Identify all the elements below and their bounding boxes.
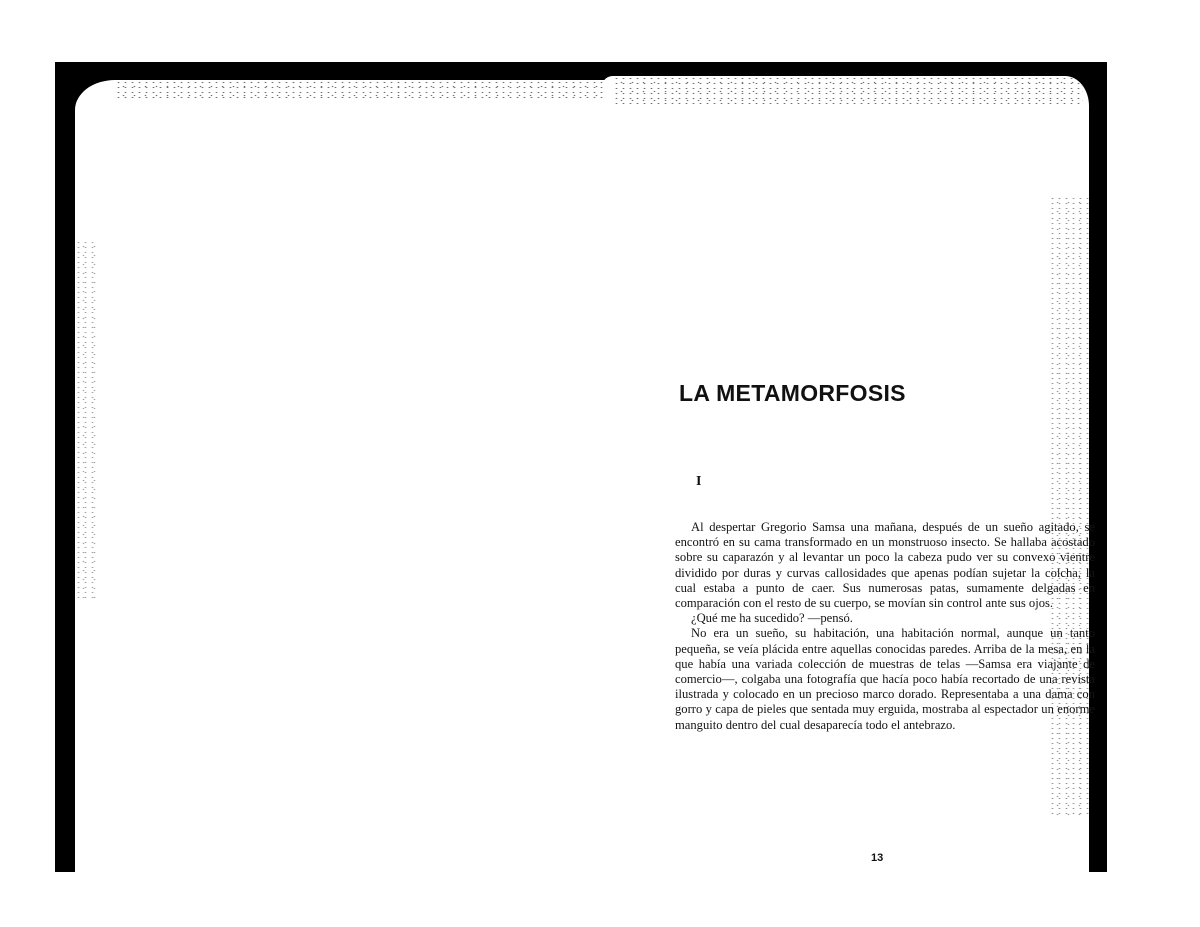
- paragraph: Al despertar Gregorio Samsa una mañana, después de un sueño agitado, se encontró en su cama transformado en un monstruoso insecto. Se hallaba acostado sobre su caparazón y al levantar un poco la cabeza pudo ver su convexo vientre dividido por duras y curvas callosidades que apenas podían sujetar la colcha, la cual estaba a punto de caer. Sus numerosas patas, sumamente delgadas en comparación con el resto de su cuerpo, se movían sin control ante sus ojos.: [675, 520, 1095, 611]
- scan-noise: [115, 80, 615, 102]
- book-title: LA METAMORFOSIS: [679, 380, 906, 406]
- scan-noise: [75, 240, 97, 600]
- body-text: [675, 520, 1095, 733]
- scan-noise: [613, 76, 1083, 104]
- paragraph: ¿Qué me ha sucedido? —pensó.: [691, 611, 853, 626]
- page-number: 13: [871, 852, 884, 864]
- left-page-blank: [75, 80, 635, 872]
- chapter-number: I: [696, 474, 702, 489]
- scanned-book-spread: [55, 62, 1107, 872]
- paragraph: No era un sueño, su habitación, una habitación normal, aunque un tanto pequeña, se veía plácida entre aquellas conocidas paredes. Arriba de la mesa, en la que había una variada colección de muestras de telas —Samsa era viajante de comercio—, colgaba una fotografía que hacía poco había recortado de una revista ilustrada y colocado en un precioso marco dorado. Representaba a una dama con gorro y capa de pieles que sentada muy erguida, mostraba al espectador un enorme manguito dentro del cual desaparecía todo el antebrazo.: [675, 626, 1095, 732]
- right-page: [603, 76, 1095, 872]
